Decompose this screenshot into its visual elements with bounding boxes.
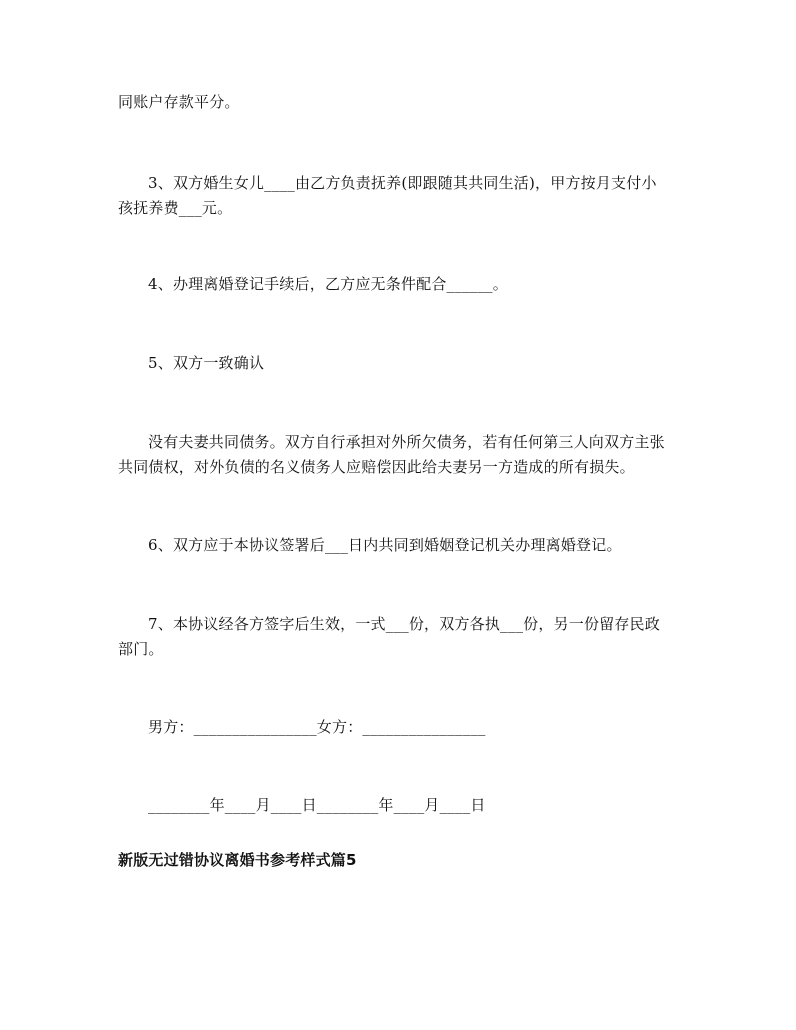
clause-5-title: 5、双方一致确认 [148, 354, 265, 372]
clause-3-line-1: 3、双方婚生女儿____由乙方负责抚养(即跟随其共同生活)，甲方按月支付小 [148, 174, 657, 192]
signature-line: 男方：________________女方：________________ [148, 718, 486, 736]
clause-7-line-1: 7、本协议经各方签字后生效，一式___份，双方各执___份，另一份留存民政 [148, 615, 660, 633]
clause-7-line-2: 部门。 [118, 640, 164, 658]
date-line: ________年____月____日________年____月____日 [148, 796, 486, 814]
section-heading: 新版无过错协议离婚书参考样式篇5 [118, 851, 357, 869]
clause-6: 6、双方应于本协议签署后___日内共同到婚姻登记机关办理离婚登记。 [148, 536, 622, 554]
paragraph-line: 同账户存款平分。 [118, 93, 240, 111]
clause-4: 4、办理离婚登记手续后，乙方应无条件配合______。 [148, 275, 508, 293]
clause-3-line-2: 孩抚养费___元。 [118, 199, 233, 217]
clause-5-line-1: 没有夫妻共同债务。双方自行承担对外所欠债务，若有任何第三人向双方主张 [148, 433, 665, 451]
clause-5-line-2: 共同债权，对外负债的名义债务人应赔偿因此给夫妻另一方造成的所有损失。 [118, 458, 635, 476]
